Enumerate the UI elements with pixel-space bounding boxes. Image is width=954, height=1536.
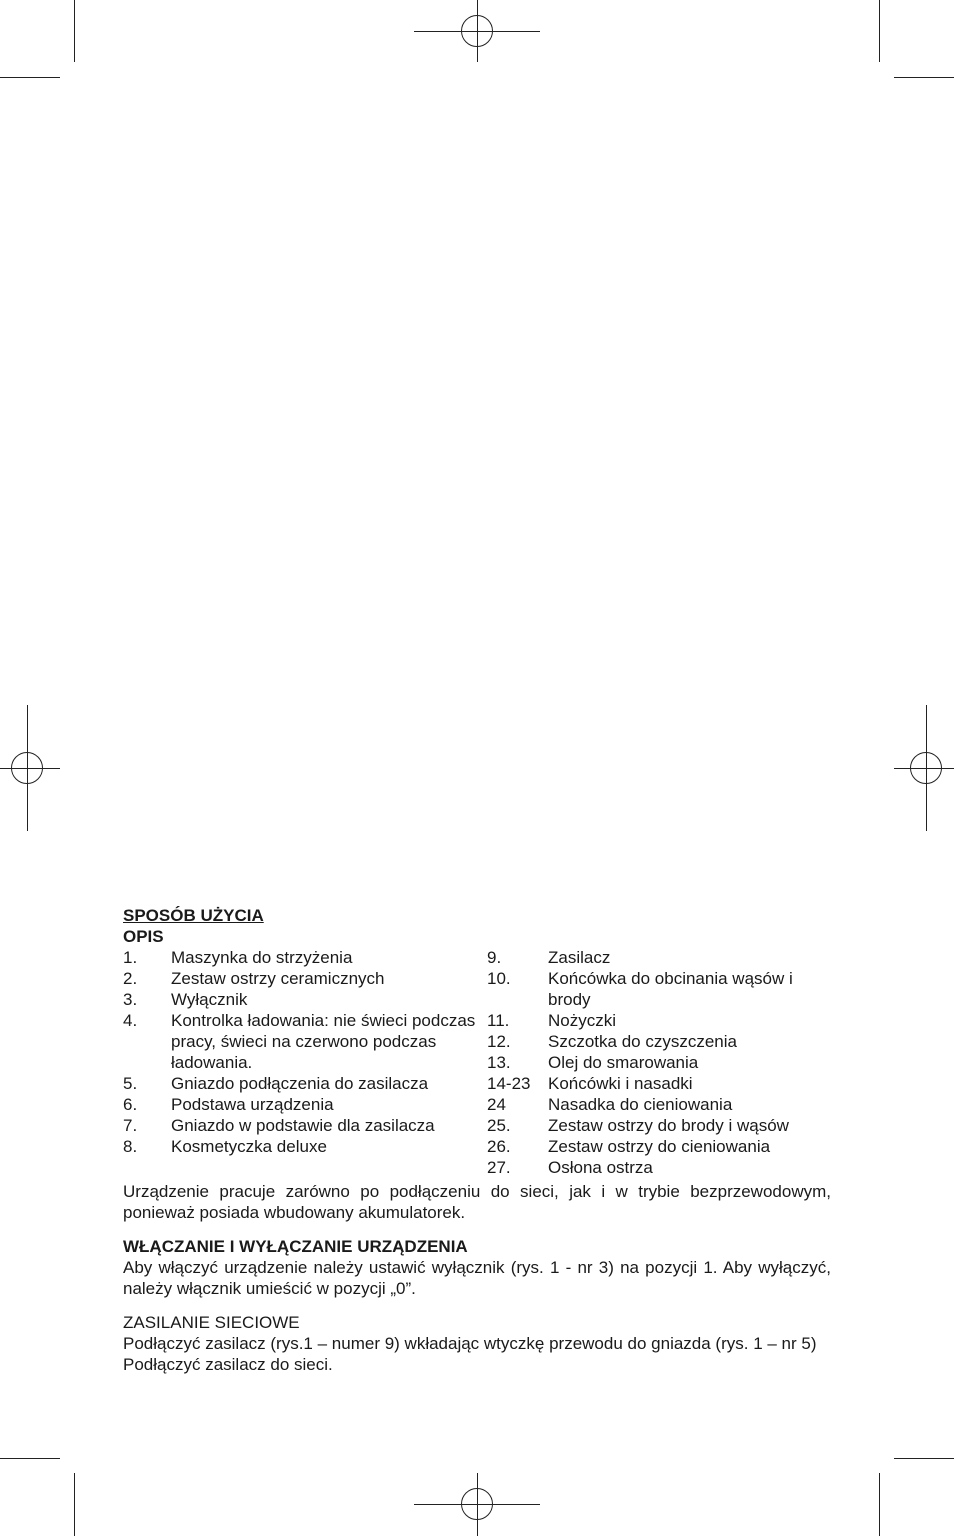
list-item <box>123 1073 487 1094</box>
registration-circle-icon <box>461 1488 493 1520</box>
section-title: SPOSÓB UŻYCIA <box>123 906 264 925</box>
list-item <box>487 1157 831 1178</box>
list-item-text: Zestaw ostrzy ceramicznych <box>171 969 385 988</box>
list-item-number: 1. <box>123 948 138 967</box>
list-item-text: Gniazdo w podstawie dla zasilacza <box>171 1116 435 1135</box>
list-item <box>123 1094 487 1115</box>
crop-mark <box>0 1458 60 1459</box>
power-heading: ZASILANIE SIECIOWE <box>123 1313 300 1332</box>
list-item <box>487 1115 831 1136</box>
list-item-number: 8. <box>123 1137 138 1156</box>
list-item-text: Nasadka do cieniowania <box>548 1095 733 1114</box>
list-item-number: 11. <box>487 1011 510 1030</box>
crop-mark <box>894 77 954 78</box>
intro-paragraph: Urządzenie pracuje zarówno po podłączeniu do sieci, jak i w trybie bezprzewodowym, ponieważ posiada wbudowany akumulatorek. <box>123 1182 831 1222</box>
list-item-text: Kosmetyczka deluxe <box>171 1137 327 1156</box>
list-item <box>487 1136 831 1157</box>
list-item-text: Wyłącznik <box>171 990 248 1009</box>
list-item-number: 13. <box>487 1053 511 1072</box>
list-item-number: 7. <box>123 1116 138 1135</box>
list-item <box>123 947 487 968</box>
list-item-text: Maszynka do strzyżenia <box>171 948 353 967</box>
list-item-number: 4. <box>123 1011 138 1030</box>
parts-list-left <box>123 947 487 1178</box>
list-item-text: Kontrolka ładowania: nie świeci podczas pracy, świeci na czerwono podczas ładowania. <box>171 1011 476 1072</box>
crop-mark <box>894 1458 954 1459</box>
list-item-number: 24 <box>487 1095 506 1114</box>
crop-mark <box>0 77 60 78</box>
list-item <box>123 1115 487 1136</box>
power-text-2: Podłączyć zasilacz do sieci. <box>123 1355 333 1374</box>
power-text-1: Podłączyć zasilacz (rys.1 – numer 9) wkładając wtyczkę przewodu do gniazda (rys. 1 – nr 5) <box>123 1334 817 1353</box>
registration-circle-icon <box>461 15 493 47</box>
registration-circle-icon <box>910 752 942 784</box>
list-item-text: Gniazdo podłączenia do zasilacza <box>171 1074 429 1093</box>
registration-circle-icon <box>11 752 43 784</box>
list-item <box>487 1052 831 1073</box>
list-item-text: Zasilacz <box>548 948 611 967</box>
list-item-number: 25. <box>487 1116 511 1135</box>
list-item-number: 27. <box>487 1158 511 1177</box>
list-item <box>123 989 487 1010</box>
list-item <box>123 968 487 989</box>
list-item-text: Zestaw ostrzy do brody i wąsów <box>548 1116 789 1135</box>
list-item <box>487 968 831 1010</box>
list-item-number: 3. <box>123 990 138 1009</box>
crop-mark <box>879 0 880 62</box>
list-item-text: Nożyczki <box>548 1011 617 1030</box>
list-item-text: Końcówki i nasadki <box>548 1074 693 1093</box>
list-item <box>487 1031 831 1052</box>
list-item-number: 2. <box>123 969 138 988</box>
list-item <box>123 1010 487 1073</box>
onoff-heading: WŁĄCZANIE I WYŁĄCZANIE URZĄDZENIA <box>123 1237 468 1256</box>
list-item <box>487 1073 831 1094</box>
crop-mark <box>74 0 75 62</box>
crop-mark <box>879 1473 880 1536</box>
parts-list-right <box>487 947 831 1178</box>
list-item-number: 12. <box>487 1032 511 1051</box>
parts-list <box>123 947 831 1178</box>
manual-content <box>123 905 831 1375</box>
list-item-text: Zestaw ostrzy do cieniowania <box>548 1137 771 1156</box>
list-item-text: Końcówka do obcinania wąsów i brody <box>548 969 793 1009</box>
list-item <box>123 1136 487 1157</box>
list-item <box>487 947 831 968</box>
list-item-number: 5. <box>123 1074 138 1093</box>
list-item-number: 9. <box>487 948 502 967</box>
list-item-number: 26. <box>487 1137 511 1156</box>
list-item-number: 10. <box>487 969 511 988</box>
list-item <box>487 1094 831 1115</box>
list-item-text: Olej do smarowania <box>548 1053 699 1072</box>
list-item-number: 14-23 <box>487 1074 531 1093</box>
list-item-text: Podstawa urządzenia <box>171 1095 334 1114</box>
list-item <box>487 1010 831 1031</box>
list-item-text: Szczotka do czyszczenia <box>548 1032 737 1051</box>
crop-mark <box>74 1473 75 1536</box>
list-item-text: Osłona ostrza <box>548 1158 653 1177</box>
section-subtitle: OPIS <box>123 927 164 946</box>
list-item-number: 6. <box>123 1095 138 1114</box>
onoff-text: Aby włączyć urządzenie należy ustawić wyłącznik (rys. 1 - nr 3) na pozycji 1. Aby wyłączyć, należy włącznik umieścić w pozycji „0”. <box>123 1258 831 1298</box>
